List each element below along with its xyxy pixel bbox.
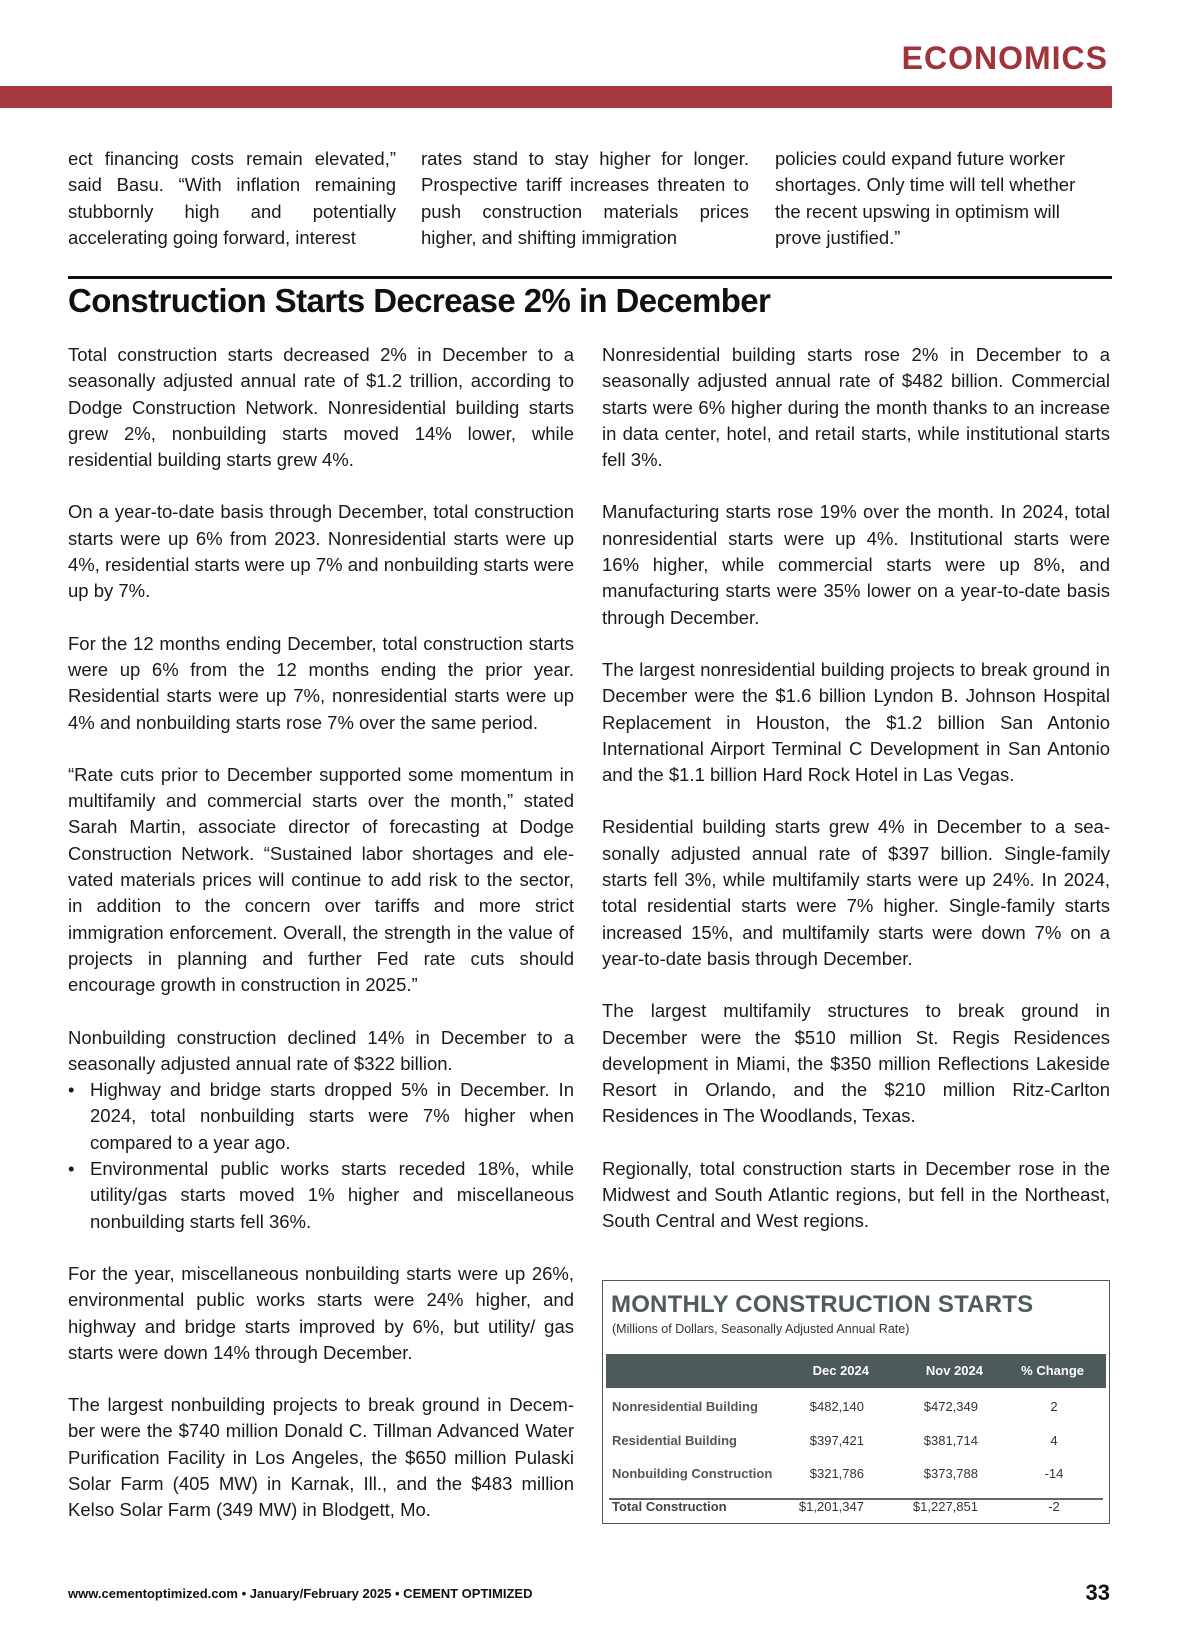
list-item-text: Environmental public works starts receded 18%, while utility/gas starts moved 1% higher and miscellaneous nonbuilding starts fell 36%. bbox=[90, 1158, 574, 1232]
table-subtitle: (Millions of Dollars, Seasonally Adjusted Annual Rate) bbox=[612, 1322, 910, 1336]
paragraph: Residential building starts grew 4% in December to a seasonally adjusted annual rate of $397 billion. Single-family starts fell 3%, while multifamily starts were up 24%. In 2024, total residential starts were 7% higher. Single-family starts increased 15%, and multifamily starts were down 7% on a year-to-date basis through December. bbox=[602, 816, 1110, 969]
intro-column-3 bbox=[775, 146, 1105, 251]
paragraph: Regionally, total construction starts in December rose in the Midwest and South Atlantic regions, but fell in the Northeast, South Central and West regions. bbox=[602, 1157, 1110, 1232]
intro-text-3: policies could expand future worker shortages. Only time will tell whether the recent upswing in optimism will prove justified.” bbox=[775, 148, 1076, 248]
intro-column-1 bbox=[68, 146, 396, 251]
paragraph: For the 12 months ending December, total construction starts were up 6% from the 12 months ending the prior year. Residential starts were up 7%, nonresidential starts were up 4% and nonbuilding starts rose 7% over the same period. bbox=[68, 632, 574, 733]
cell-nov: $373,788 bbox=[923, 1466, 978, 1481]
intro-column-2 bbox=[421, 146, 749, 251]
section-header-bar bbox=[0, 86, 1112, 108]
article-right-column bbox=[602, 342, 1110, 1235]
paragraph: The largest multifamily structures to break ground in December were the $510 million St. Regis Residences development in Miami, the $350 million Reflections Lakeside Resort in Orlando, and the $210 million Ritz-Carlton Residences in The Woodlands, Texas. bbox=[602, 1000, 1110, 1127]
page-number: 33 bbox=[1085, 1580, 1110, 1605]
column-header-nov: Nov 2024 bbox=[925, 1363, 983, 1378]
paragraph: Manufacturing starts rose 19% over the month. In 2024, total nonresidential starts were up 4%. Institutional starts were 16% higher, while commercial starts were up 8%, and manufacturing starts were 35% lower on a year-to-date basis through December. bbox=[602, 501, 1110, 628]
table-header-row bbox=[606, 1354, 1106, 1388]
intro-text-2: rates stand to stay higher for longer. Prospective tariff increases threaten to push construction materials prices higher, and shifting immigration bbox=[421, 148, 749, 248]
cell-change: 2 bbox=[1050, 1399, 1058, 1414]
intro-text-1: ect financing costs remain elevated,” said Basu. “With inflation remaining stubbornly high and potentially accelerating going forward, interest bbox=[68, 148, 396, 248]
paragraph: Total construction starts decreased 2% in December to a seasonally adjusted annual rate of $1.2 trillion, according to Dodge Construction Network. Nonresidential building starts grew 2%, nonbuilding starts moved 14% lower, while residential building starts grew 4%. bbox=[68, 344, 574, 471]
column-header-change: % Change bbox=[1021, 1363, 1084, 1378]
cell-dec: $321,786 bbox=[809, 1466, 864, 1481]
paragraph: Nonbuilding construction declined 14% in December to a seasonally adjusted annual rate of $322 billion. bbox=[68, 1026, 574, 1074]
paragraph: On a year-to-date basis through December, total construction starts were up 6% from 2023. Nonresidential starts were up 4%, residential starts were up 7% and nonbuilding starts were up by 7%. bbox=[68, 501, 574, 602]
row-label: Residential Building bbox=[612, 1433, 737, 1448]
section-label: ECONOMICS bbox=[901, 40, 1108, 76]
list-item-text: Highway and bridge starts dropped 5% in December. In 2024, total nonbuilding starts were 7% higher when compared to a year ago. bbox=[90, 1079, 574, 1153]
table-row bbox=[606, 1457, 1106, 1491]
list-item bbox=[68, 1156, 574, 1235]
table-title: MONTHLY CONSTRUCTION STARTS bbox=[611, 1291, 1034, 1318]
paragraph: “Rate cuts prior to December supported some momentum in multifamily and commercial starts over the month,” stated Sarah Martin, associate director of forecasting at Dodge Construction Network. “Sustained labor shortages and elevated materials prices will continue to add risk to the sector, in addition to the concern over tariffs and more strict immigration enforcement. Overall, the strength in the value of projects in planning and further Fed rate cuts should encourage growth in construction in 2025.” bbox=[68, 763, 574, 996]
row-label: Nonresidential Building bbox=[612, 1399, 758, 1414]
paragraph: The largest nonresidential building projects to break ground in December were the $1.6 billion Lyndon B. Johnson Hospital Replacement in Houston, the $1.2 billion San Antonio International Airport Terminal C Development in San Antonio and the $1.1 billion Hard Rock Hotel in Las Vegas. bbox=[602, 658, 1110, 786]
bullet-icon: • bbox=[68, 1079, 75, 1101]
cell-nov: $1,227,851 bbox=[912, 1499, 978, 1514]
bullet-icon: • bbox=[68, 1158, 75, 1180]
table-row bbox=[606, 1390, 1106, 1424]
column-header-dec: Dec 2024 bbox=[812, 1363, 869, 1378]
cell-change: 4 bbox=[1050, 1433, 1058, 1448]
article-divider bbox=[68, 276, 1112, 279]
article-headline: Construction Starts Decrease 2% in December bbox=[68, 282, 771, 319]
bullet-list bbox=[68, 1077, 574, 1235]
row-label: Nonbuilding Construction bbox=[612, 1466, 773, 1481]
cell-nov: $472,349 bbox=[923, 1399, 978, 1414]
paragraph: Nonresidential building starts rose 2% in December to a seasonally adjusted annual rate of $482 billion. Commercial starts were 6% higher during the month thanks to an increase in data center, hotel, and retail starts, while institutional starts fell 3%. bbox=[602, 344, 1110, 471]
cell-dec: $397,421 bbox=[809, 1433, 864, 1448]
cell-dec: $1,201,347 bbox=[798, 1499, 864, 1514]
cell-change: -2 bbox=[1048, 1499, 1060, 1514]
article-left-column bbox=[68, 342, 574, 1524]
construction-starts-table bbox=[602, 1280, 1110, 1524]
cell-dec: $482,140 bbox=[809, 1399, 864, 1414]
page-footer: www.cementoptimized.com • January/February 2025 • CEMENT OPTIMIZED bbox=[68, 1586, 533, 1601]
paragraph: For the year, miscellaneous nonbuilding starts were up 26%, environmental public works starts were 24% higher, and highway and bridge starts improved by 6%, but utility/ gas starts were down 14% through December. bbox=[68, 1262, 574, 1363]
row-label: Total Construction bbox=[612, 1499, 727, 1514]
cell-nov: $381,714 bbox=[923, 1433, 978, 1448]
table-row bbox=[606, 1424, 1106, 1458]
paragraph: The largest nonbuilding projects to break ground in December were the $740 million Donald C. Tillman Advanced Water Purification Facility in Los Angeles, the $650 million Pulaski Solar Farm (405 MW) in Karnak, Ill., and the $483 million Kelso Solar Farm (349 MW) in Blodgett, Mo. bbox=[68, 1394, 574, 1521]
cell-change: -14 bbox=[1044, 1466, 1064, 1481]
table-row-total bbox=[606, 1490, 1106, 1524]
list-item bbox=[68, 1077, 574, 1156]
